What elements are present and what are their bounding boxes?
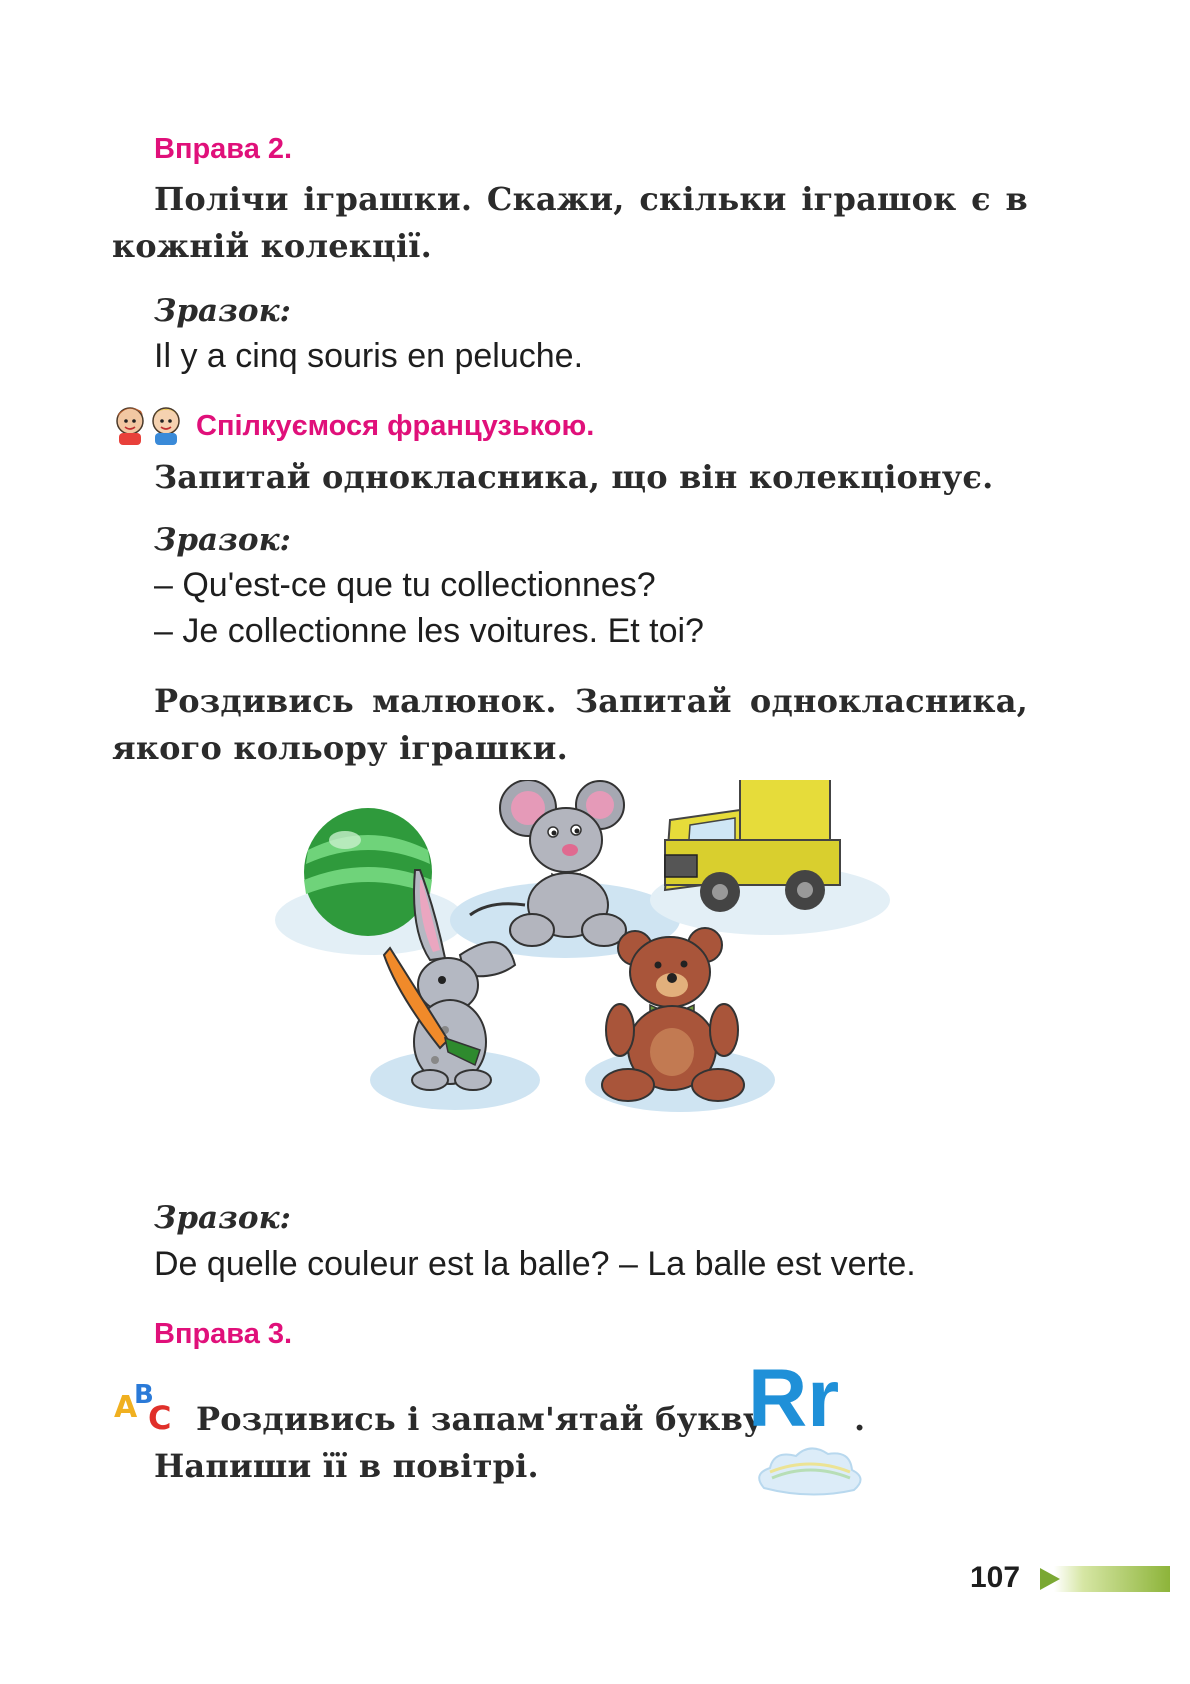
exercise-3-task-line-1: Роздивись і запам'ятай букву: [196, 1400, 764, 1438]
exercise-2-task-line-1: Полічи іграшки. Скажи, скільки іграшок є в: [154, 180, 1028, 218]
communication-task-2-line-1: Роздивись малюнок. Запитай однокласника,: [154, 682, 1028, 720]
letter-rr: Rr: [748, 1353, 840, 1444]
toys-illustration: [270, 780, 950, 1200]
communication-task: Запитай однокласника, що він колекціонує.: [154, 458, 994, 496]
abc-letters-icon: [112, 1377, 178, 1433]
communication-sample-2-text: De quelle couleur est la balle? – La balle est verte.: [154, 1245, 916, 1283]
communication-sample-2-label: Зразок:: [154, 1200, 292, 1236]
exercise-3-period: .: [854, 1400, 866, 1438]
dialog-line-2: – Je collectionne les voitures. Et toi?: [154, 612, 704, 650]
brown-teddy-bear-image: [585, 928, 775, 1112]
communication-task-2-line-2: якого кольору іграшки.: [112, 729, 568, 767]
communication-heading: Спілкуємося французькою.: [196, 410, 595, 442]
exercise-2-task-line-2: кожній колекції.: [112, 227, 432, 265]
communication-sample-label: Зразок:: [154, 522, 292, 558]
exercise-2-sample-label: Зразок:: [154, 293, 292, 329]
exercise-3-heading: Вправа 3.: [154, 1318, 293, 1350]
exercise-3-task-line-2: Напиши її в повітрі.: [154, 1447, 539, 1485]
exercise-2-heading: Вправа 2.: [154, 133, 293, 165]
svg-text:C: C: [148, 1399, 172, 1433]
two-children-icon: [112, 401, 188, 447]
exercise-2-sample-text: Il y a cinq souris en peluche.: [154, 337, 584, 375]
page-number: 107: [970, 1561, 1021, 1594]
page-number-arrow-icon: [1040, 1563, 1170, 1595]
grey-mouse-image: [450, 780, 680, 958]
cloud-icon: [750, 1440, 870, 1510]
yellow-truck-image: [650, 780, 890, 935]
dialog-line-1: – Qu'est-ce que tu collectionnes?: [154, 566, 656, 604]
svg-text:A: A: [114, 1390, 138, 1425]
svg-text:B: B: [134, 1380, 154, 1410]
